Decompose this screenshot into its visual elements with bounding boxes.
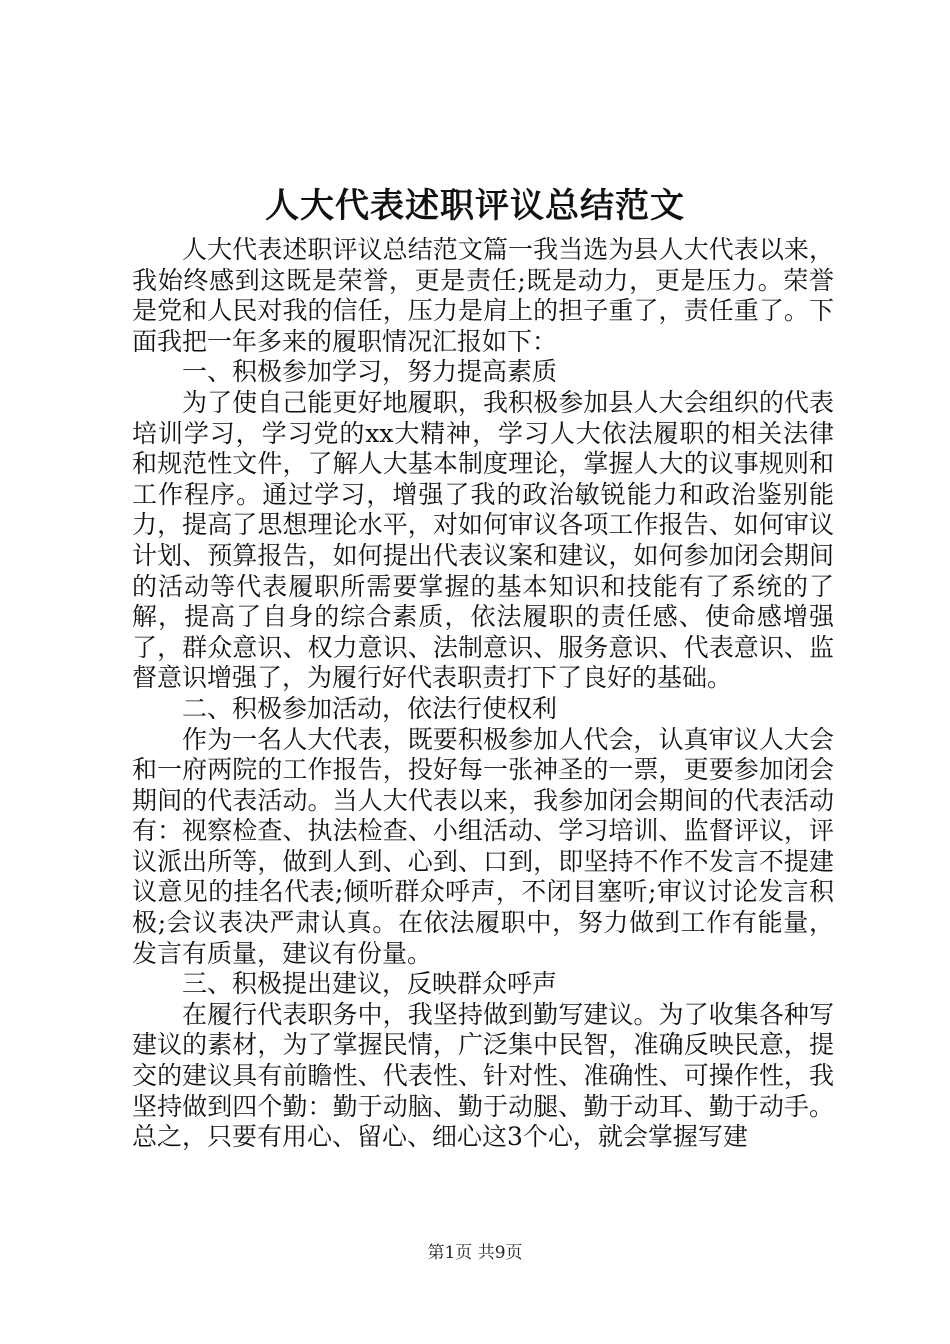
paragraph-intro: 人大代表述职评议总结范文篇一我当选为县人大代表以来，我始终感到这既是荣誉，更是责任;既是动力，更是压力。荣誉是党和人民对我的信任，压力是肩上的担子重了，责任重了。下面我把一年多来的履职情况汇报如下： xyxy=(132,235,834,356)
page-footer: 第1页 共9页 xyxy=(427,1243,523,1263)
paragraph-section-2: 作为一名人大代表，既要积极参加人代会，认真审议人大会和一府两院的工作报告，投好每一张神圣的一票，更要参加闭会期间的代表活动。当人大代表以来，我参加闭会期间的代表活动有：视察检查、执法检查、小组活动、学习培训、监督评议，评议派出所等，做到人到、心到、口到，即坚持不作不发言不提建议意见的挂名代表;倾听群众呼声，不闭目塞听;审议讨论发言积极;会议表决严肃认真。在依法履职中，努力做到工作有能量，发言有质量，建议有份量。 xyxy=(132,724,834,968)
paragraph-section-3: 在履行代表职务中，我坚持做到勤写建议。为了收集各种写建议的素材，为了掌握民情，广泛集中民智，准确反映民意，提交的建议具有前瞻性、代表性、针对性、准确性、可操作性，我坚持做到四个勤：勤于动脑、勤于动腿、勤于动耳、勤于动手。总之，只要有用心、留心、细心这3个心，就会掌握写建 xyxy=(132,999,834,1152)
section-heading-2: 二、积极参加活动，依法行使权利 xyxy=(182,693,558,723)
section-heading-1: 一、积极参加学习，努力提高素质 xyxy=(182,357,558,387)
document-title: 人大代表述职评议总结范文 xyxy=(265,186,685,226)
document-body xyxy=(132,235,834,1153)
paragraph-section-1: 为了使自己能更好地履职，我积极参加县人大会组织的代表培训学习，学习党的xx大精神，学习人大依法履职的相关法律和规范性文件，了解人大基本制度理论，掌握人大的议事规则和工作程序。通过学习，增强了我的政治敏锐能力和政治鉴别能力，提高了思想理论水平，对如何审议各项工作报告、如何审议计划、预算报告，如何提出代表议案和建议，如何参加闭会期间的活动等代表履职所需要掌握的基本知识和技能有了系统的了解，提高了自身的综合素质，依法履职的责任感、使命感增强了，群众意识、权力意识、法制意识、服务意识、代表意识、监督意识增强了，为履行好代表职责打下了良好的基础。 xyxy=(132,387,834,693)
section-heading-3: 三、积极提出建议，反映群众呼声 xyxy=(182,969,558,999)
